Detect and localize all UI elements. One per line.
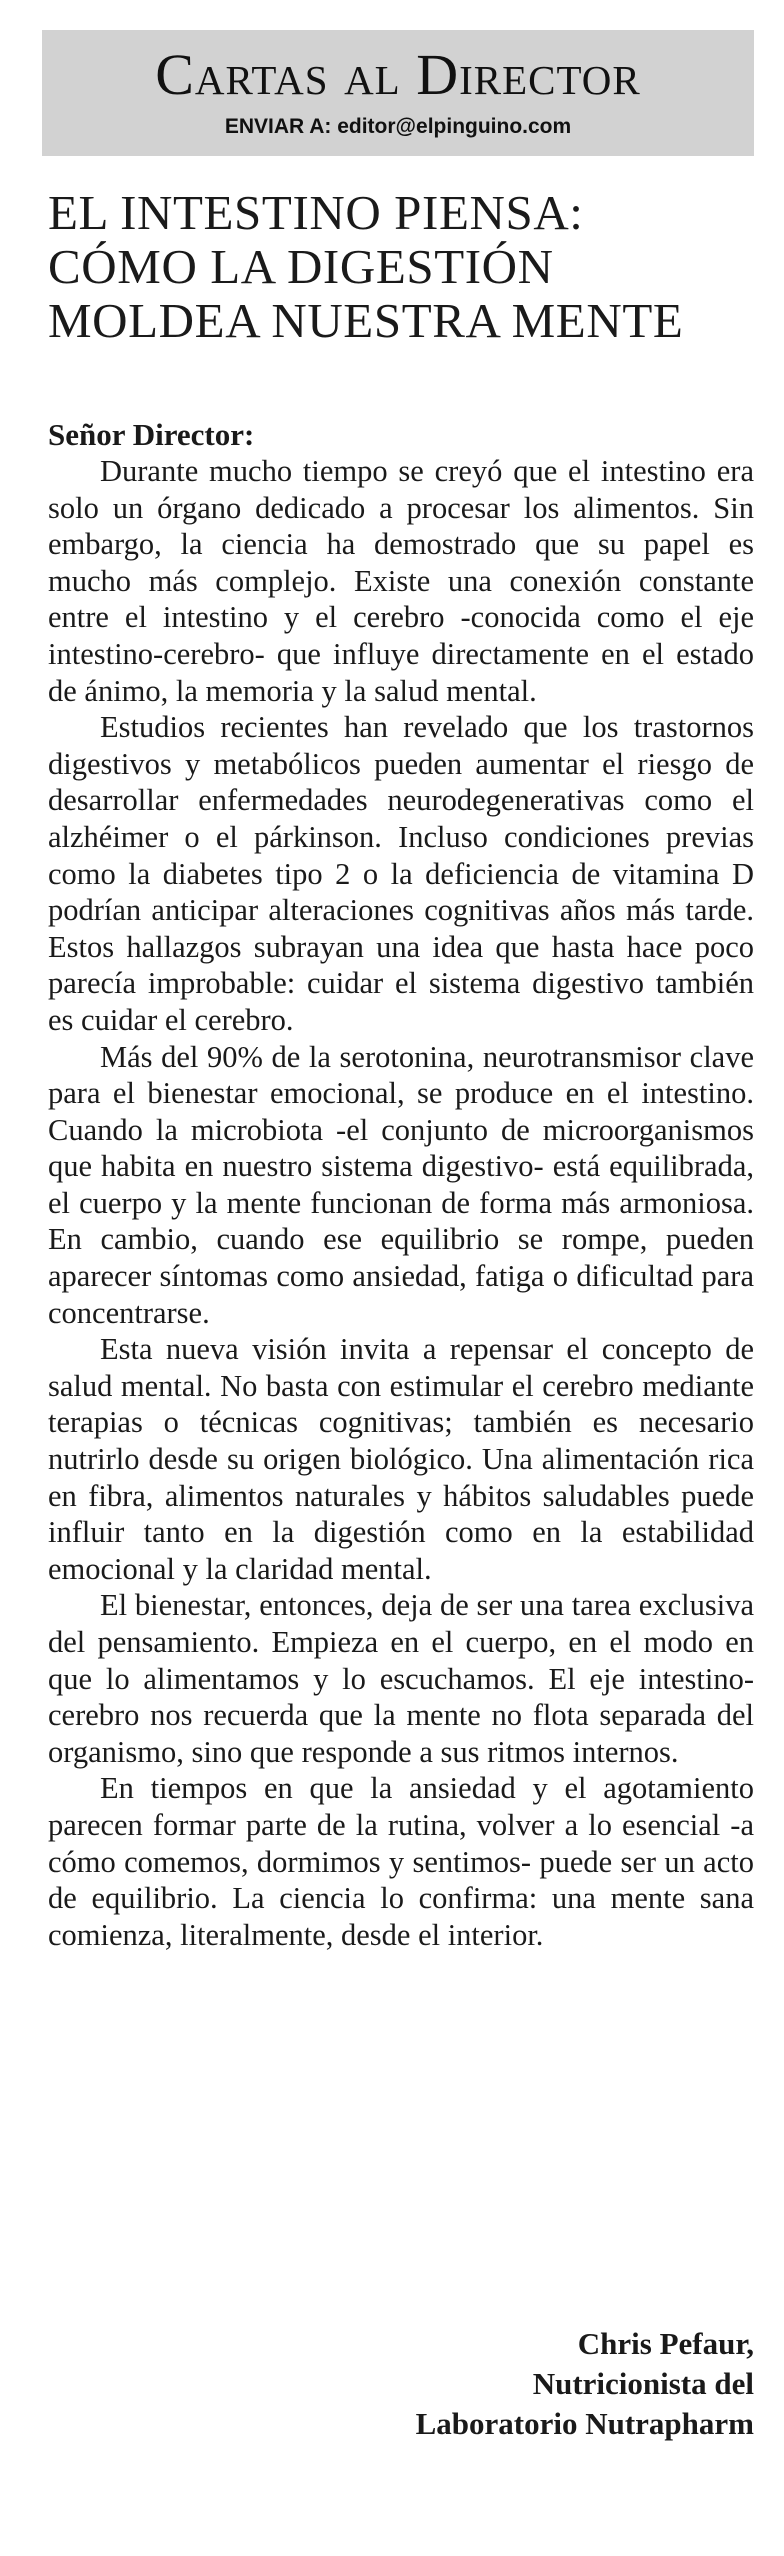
letter-paragraph: Esta nueva visión invita a repensar el concepto de salud mental. No basta con estimular el cerebro mediante terapias o técnicas cognitivas; también es necesario nutrirlo desde su origen biológico. Una alimentación rica en fibra, alimentos naturales y hábitos saludables puede influir tanto en la digestión como en la estabilidad emocional y la claridad mental. xyxy=(48,1332,754,1586)
article-headline xyxy=(48,186,758,348)
letter-salutation: Señor Director: xyxy=(48,417,255,452)
letter-signature xyxy=(416,2324,754,2444)
letter-paragraph: Estudios recientes han revelado que los trastornos digestivos y metabólicos pueden aumentar el riesgo de desarrollar enfermedades neurodegenerativas como el alzhéimer o el párkinson. Incluso condiciones previas como la diabetes tipo 2 o la deficiencia de vitamina D podrían anticipar alteraciones cognitivas años más tarde. Estos hallazgos subrayan una idea que hasta hace poco parecía improbable: cuidar el sistema digestivo también es cuidar el cerebro. xyxy=(48,710,754,1037)
section-masthead xyxy=(42,30,754,156)
signature-organization: Laboratorio Nutrapharm xyxy=(415,2406,754,2441)
letter-paragraph: Más del 90% de la serotonina, neurotransmisor clave para el bienestar emocional, se produce en el intestino. Cuando la microbiota -el conjunto de microorganismos que habita en nuestro sistema digestivo- está equilibrada, el cuerpo y la mente funcionan de forma más armoniosa. En cambio, cuando ese equilibrio se rompe, pueden aparecer síntomas como ansiedad, fatiga o dificultad para concentrarse. xyxy=(48,1039,754,1330)
headline-line: EL INTESTINO PIENSA: xyxy=(48,185,584,240)
letter-paragraph: Durante mucho tiempo se creyó que el intestino era solo un órgano dedicado a procesar los alimentos. Sin embargo, la ciencia ha demostrado que su papel es mucho más complejo. Existe una conexión constante entre el intestino y el cerebro -conocida como el eje intestino-cerebro- que influye directamente en el estado de ánimo, la memoria y la salud mental. xyxy=(48,454,754,708)
submission-email-line: ENVIAR A: editor@elpinguino.com xyxy=(224,115,572,138)
section-title: Cartas al Director xyxy=(155,42,641,107)
letter-body xyxy=(48,416,754,1953)
headline-line: MOLDEA NUESTRA MENTE xyxy=(48,293,684,348)
headline-line: CÓMO LA DIGESTIÓN xyxy=(48,239,554,294)
signature-name: Chris Pefaur, xyxy=(577,2326,754,2361)
signature-title: Nutricionista del xyxy=(532,2366,754,2401)
letter-paragraph: En tiempos en que la ansiedad y el agotamiento parecen formar parte de la rutina, volver a lo esencial -a cómo comemos, dormimos y sentimos- puede ser un acto de equilibrio. La ciencia lo confirma: una mente sana comienza, literalmente, desde el interior. xyxy=(48,1771,754,1952)
letter-paragraph: El bienestar, entonces, deja de ser una tarea exclusiva del pensamiento. Empieza en el cuerpo, en el modo en que lo alimentamos y lo escuchamos. El eje intestino-cerebro nos recuerda que la mente no flota separada del organismo, sino que responde a sus ritmos internos. xyxy=(48,1588,754,1769)
